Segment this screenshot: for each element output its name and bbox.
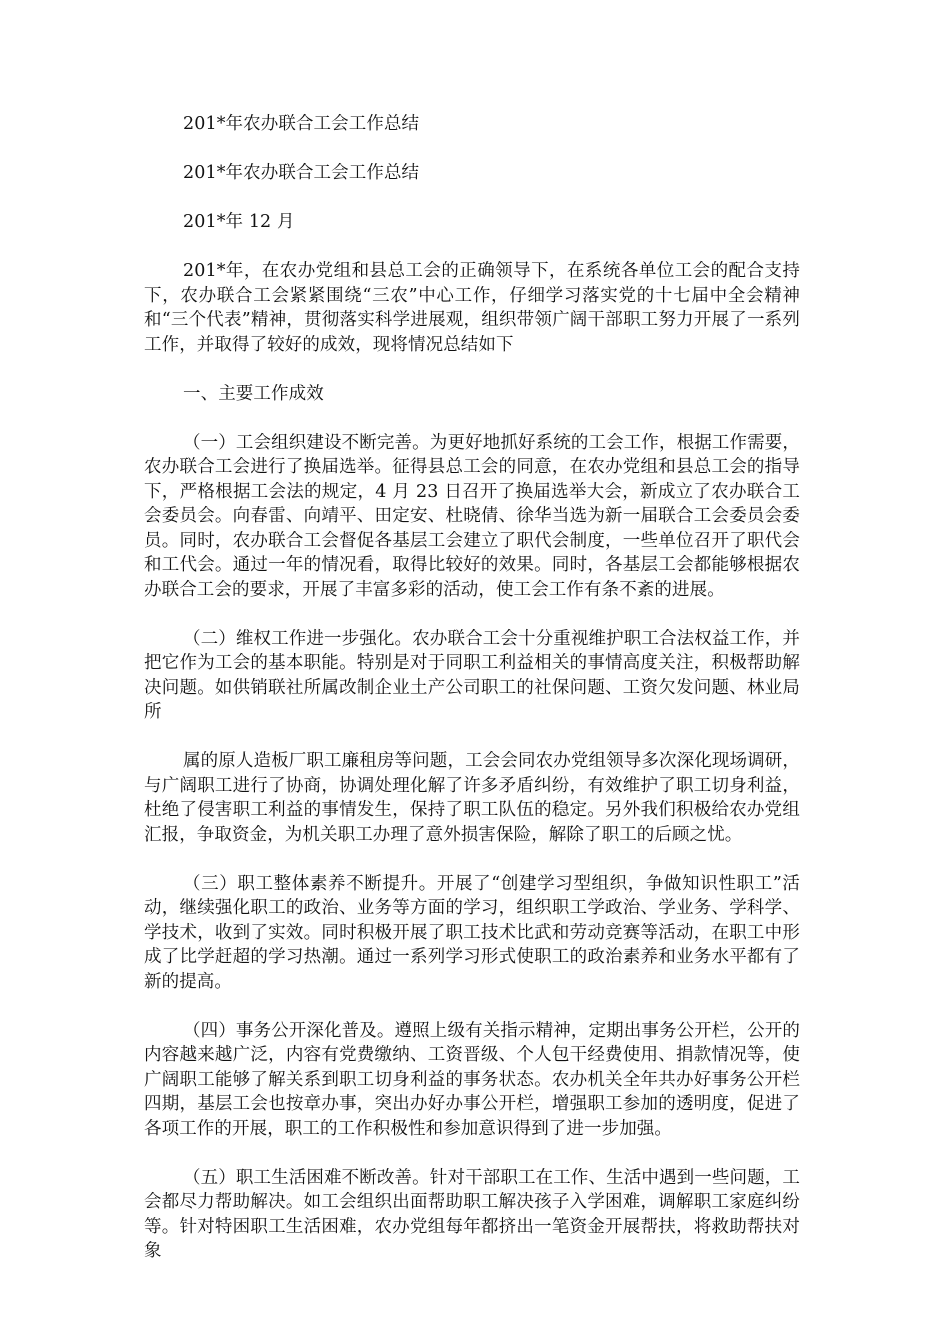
paragraph-rights-continued: 属的原人造板厂职工廉租房等问题，工会会同农办党组领导多次深化现场调研，与广阔职工进行了协商，协调处理化解了许多矛盾纠纷，有效维护了职工切身利益，杜绝了侵害职工利益的事情发生，保持了职工队伍的稳定。另外我们积极给农办党组汇报，争取资金，为机关职工办理了意外损害保险，解除了职工的后顾之忧。: [144, 751, 800, 845]
section-heading: 一、主要工作成效: [183, 383, 324, 404]
paragraph-organization: （一）工会组织建设不断完善。为更好地抓好系统的工会工作，根据工作需要，农办联合工会进行了换届选举。征得县总工会的同意，在农办党组和县总工会的指导下，严格根据工会法的规定，4 月 23 日召开了换届选举大会，新成立了农办联合工会委员会。向春雷、向靖平、田定安、杜晓倩、徐华当选为新一届联合工会委员会委员。同时，农办联合工会督促各基层工会建立了职代会制度，一些单位召开了职代会和工代会。通过一年的情况看，取得比较好的效果。同时，各基层工会都能够根据农办联合工会的要求，开展了丰富多彩的活动，使工会工作有条不紊的进展。: [144, 432, 800, 600]
document-subtitle: 201*年农办联合工会工作总结: [183, 163, 420, 183]
document-title: 201*年农办联合工会工作总结: [183, 114, 420, 134]
paragraph-quality: （三）职工整体素养不断提升。开展了“创建学习型组织，争做知识性职工”活动，继续强化职工的政治、业务等方面的学习，组织职工学政治、学业务、学科学、学技术，收到了实效。同时积极开展了职工技术比武和劳动竞赛等活动，在职工中形成了比学赶超的学习热潮。通过一系列学习形式使职工的政治素养和业务水平都有了新的提高。: [144, 873, 800, 992]
paragraph-rights: （二）维权工作进一步强化。农办联合工会十分重视维护职工合法权益工作，并把它作为工会的基本职能。特别是对于同职工利益相关的事情高度关注，积极帮助解决问题。如供销联社所属改制企业土产公司职工的社保问题、工资欠发问题、林业局所: [144, 628, 800, 722]
paragraph-welfare: （五）职工生活困难不断改善。针对干部职工在工作、生活中遇到一些问题，工会都尽力帮助解决。如工会组织出面帮助职工解决孩子入学困难，调解职工家庭纠纷等。针对特困职工生活困难，农办党组每年都挤出一笔资金开展帮扶，将救助帮扶对象: [144, 1167, 800, 1261]
paragraph-openness: （四）事务公开深化普及。遵照上级有关指示精神，定期出事务公开栏，公开的内容越来越广泛，内容有党费缴纳、工资晋级、个人包干经费使用、捐款情况等，使广阔职工能够了解关系到职工切身利益的事务状态。农办机关全年共办好事务公开栏四期，基层工会也按章办事，突出办好办事公开栏，增强职工参加的透明度，促进了各项工作的开展，职工的工作积极性和参加意识得到了进一步加强。: [144, 1020, 800, 1139]
document-body: [144, 112, 800, 1288]
intro-paragraph: 201*年，在农办党组和县总工会的正确领导下，在系统各单位工会的配合支持下，农办联合工会紧紧围绕“三农”中心工作，仔细学习落实党的十七届中全会精神和“三个代表”精神，贯彻落实科学进展观，组织带领广阔干部职工努力开展了一系列工作，并取得了较好的成效，现将情况总结如下: [144, 261, 800, 355]
document-date: 201*年 12 月: [183, 212, 295, 232]
